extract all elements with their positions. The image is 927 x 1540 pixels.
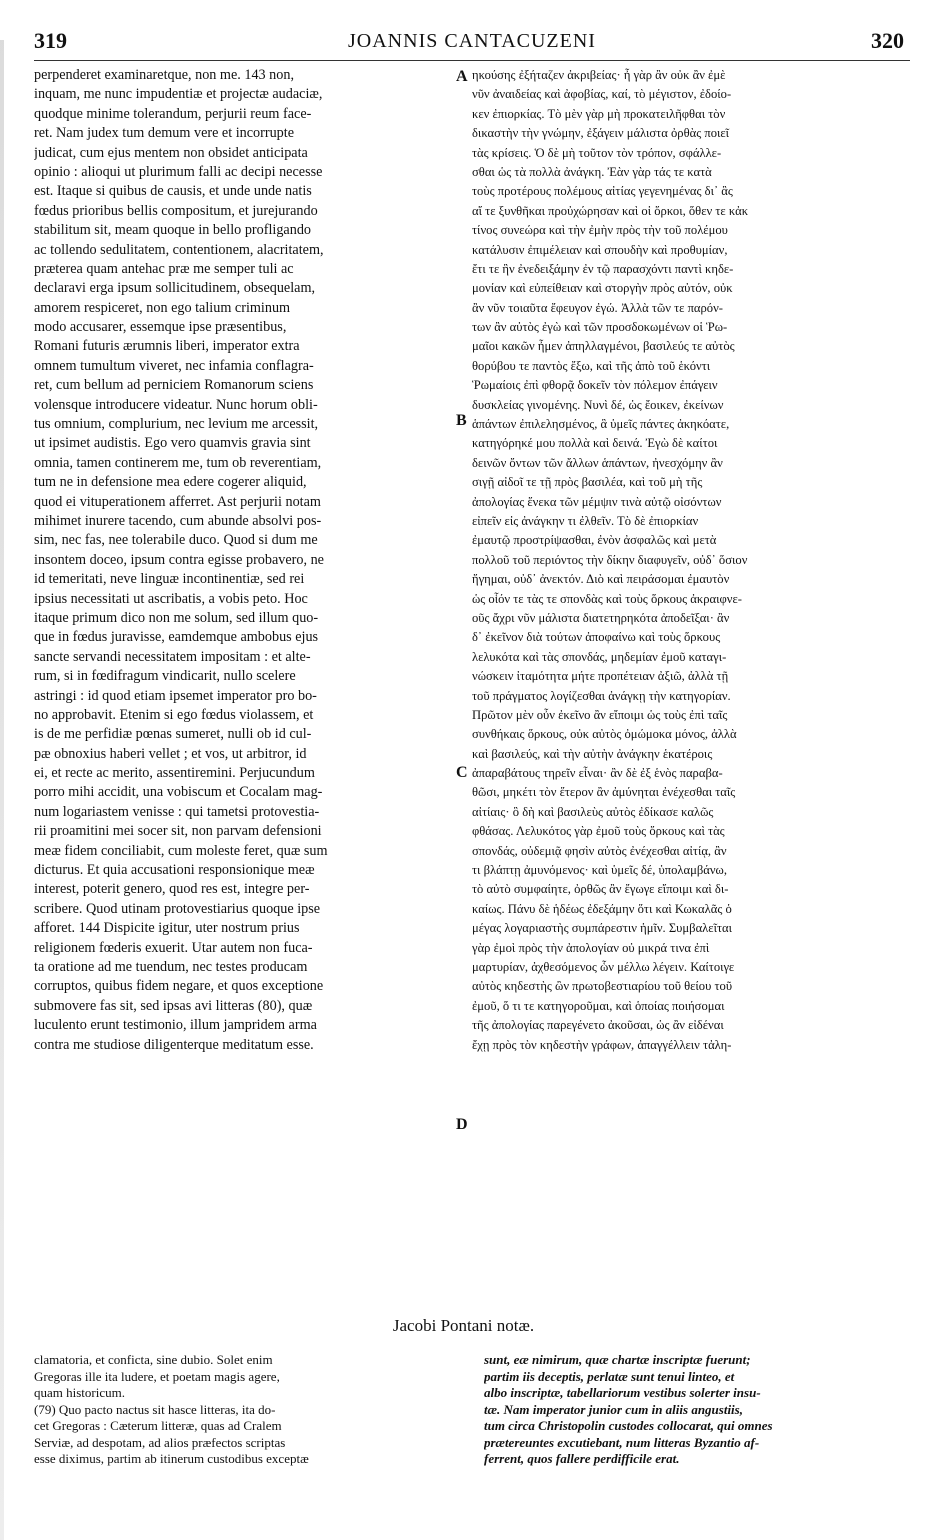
greek-line: τίνος συνεώρα καὶ τὴν ἐμὴν πρὸς τὴν τοῦ πολέμου [472,223,728,238]
greek-line: ὡς οἷόν τε τὰς τε σπονδὰς καὶ τοὺς ὅρκους ἀκραιφνε- [472,591,742,606]
greek-line: ἔτι τε ἣν ἐνεδειξάμην ἐν τῷ παρασχόντι παντὶ κηδε- [472,261,734,276]
latin-line: sim, nec fas, nee tolerabile duco. Quod si dum me [34,532,318,549]
greek-line: κεν ἐπιορκίας. Τὸ μὲν γὰρ μὴ προκατειλῆφθαι τὸν [472,106,726,121]
latin-line: sancte servandi necessitatem impositam : et alte- [34,648,311,665]
greek-line: εἰπεῖν εἰς ἀνάγκην τι ἐλθεῖν. Τὸ δὲ ἐπιορκίαν [472,513,699,528]
latin-line: porro mihi accidit, una vobiscum et Cocalam mag- [34,784,323,801]
latin-line: dicturus. Et quia accusationi responsionique meæ [34,862,315,879]
latin-text-column [34,66,454,1055]
latin-line: præterea quam antehac præ me semper tuli ac [34,260,294,277]
latin-line: mihimet inurere tacendo, cum abunde absolvi pos- [34,512,322,529]
latin-line: omnia, tamen continerem me, tum ob reverentiam, [34,454,322,471]
greek-line: αἵ τε ξυνθῆκαι προὐχώρησαν καὶ οἱ ὅρκοι, ὅθεν τε κἀκ [472,203,749,218]
latin-line: declaravi erga ipsum sollicitudinem, obsequelam, [34,280,316,297]
greek-line: λελυκότα καὶ τὰς σπονδάς, μηδεμίαν ἐμοῦ καταγι- [472,649,727,664]
latin-line: itaque primum dico non me solum, sed illum quo- [34,609,319,626]
latin-line: que in fœdus juravisse, eamdemque ambobus ejus [34,629,319,646]
latin-line: ipsius necessitati ut ascribatis, a vobis peto. Hoc [34,590,308,607]
left-page-number: 319 [34,28,67,53]
greek-line: τὰς κρίσεις. Ὁ δὲ μὴ τοῦτον τὸν τρόπον, σφάλλε- [472,145,722,160]
greek-line: σιγῇ αἰδοῖ τε τῇ πρὸς βασιλέα, καὶ τοῦ μὴ τῆς [472,475,703,490]
greek-line: μέγας λογαριαστὴς συμπάρεστιν ἡμῖν. Συμβαλεῖται [472,921,733,936]
greek-line: σθαι ὡς τὰ πολλὰ ἀνάγκη. Ἐὰν γὰρ τάς τε κατὰ [472,164,712,179]
greek-line: ἥγημαι, οὐδ᾽ ἀνεκτόν. Διὸ καὶ πειράσομαι ἐμαυτὸν [472,572,730,587]
greek-line: αὐτὸς κηδεστὴς ὢν πρωτοβεστιαρίου τοῦ θείου τοῦ [472,979,733,994]
right-page-number: 320 [871,28,904,53]
greek-line: δεινῶν ὄντων τῶν ἄλλων ἁπάντων, ἠνεσχόμην ἂν [472,455,723,470]
greek-line: ἀπολογίας ἕνεκα τῶν μέμψιν τινὰ αὐτῷ οἰσόντων [472,494,722,509]
greek-line: δ᾽ ἐκεῖνον διὰ τούτων ἀποφαίνω καὶ τοὺς ὅρκους [472,630,721,645]
greek-line: ἀπαραβάτους τηρεῖν εἶναι· ἂν δὲ ἐξ ἑνὸς παραβα- [472,766,723,781]
greek-line: θορύβου τε παντὸς ἔξω, καὶ τῆς ἀπὸ τοῦ ἑκόντι [472,358,711,373]
note-line: prætereuntes excutiebant, num litteras Byzantio af- [484,1434,760,1450]
note-line: clamatoria, et conficta, sine dubio. Solet enim [34,1352,273,1367]
latin-line: ret, cum bellum ad perniciem Romanorum sciens [34,377,314,394]
latin-line: ei, et recte ac merito, assentiremini. Perjucundum [34,765,315,782]
greek-line: ἐμοῦ, ὅ τι τε κατηγοροῦμαι, καὶ ὁποίας ποιήσομαι [472,998,725,1013]
latin-line: luculento erunt testimonio, illum jampridem arma [34,1017,317,1034]
greek-line: καίως. Πάνυ δὲ ἡδέως ἐδεξάμην ὅτι καὶ Κωκαλᾶς ὁ [472,901,732,916]
note-line: sunt, eæ nimirum, quæ chartæ inscriptæ fuerunt; [484,1352,751,1367]
greek-line: οῦς ἄχρι νῦν μάλιστα διατετηρηκότα ἀποδεῖξαι· ἂν [472,610,730,625]
notes-right-column [484,1352,904,1468]
greek-line: δικαστὴν τὴν γνώμην, ἐξάγειν μάλιστα ὀρθὰς ποιεῖ [472,126,730,141]
greek-line: τοὺς προτέρους πολέμους αἰτίας γεγενημένας δι᾽ ἃς [472,184,733,199]
latin-line: quodque minime tolerandum, perjurii reum face- [34,105,312,122]
greek-line: Πρῶτον μὲν οὖν ἐκεῖνο ἂν εἴποιμι ὡς τοὺς ἐπὶ ταῖς [472,707,728,722]
page-header [34,28,910,62]
latin-line: fœdus prioribus bellis compositum, et jurejurando [34,202,318,219]
greek-line: τοῦ πράγματος λογίζεσθαι ἀνάγκῃ τὴν κατηγορίαν. [472,688,731,703]
latin-line: contra me studiose diligenterque meditatum esse. [34,1036,314,1053]
greek-line: νῦν ἀναιδείας καὶ ἀφοβίας, καί, τὸ μέγιστον, ἐδοίο- [472,87,732,102]
greek-line: ἐμαυτῷ προστρίψασθαι, ἐνὸν ἀσφαλῶς καὶ μετὰ [472,533,717,548]
latin-line: astringi : id quod etiam ipsemet imperator pro bo- [34,687,317,704]
latin-line: num logariastem venisse : qui tametsi protovestia- [34,803,320,820]
latin-line: amorem respiceret, non ego talium criminum [34,299,291,316]
note-line: (79) Quo pacto nactus sit hasce litteras, ita do- [34,1401,276,1417]
running-title: JOANNIS CANTACUZENI [348,30,596,52]
greek-line: θῶσι, μηκέτι τὸν ἕτερον ἂν ἀμύνηται ἐνέχεσθαι ταῖς [472,785,736,800]
greek-line: αἰτίαις· ὃ δὴ καὶ βασιλεὺς αὐτὸς ἐδίκασε καλῶς [472,804,714,819]
note-line: Gregoras ille ita ludere, et poetam magis agere, [34,1368,280,1384]
latin-line: stabilitum sit, meam quoque in bello profligando [34,222,312,239]
latin-line: is de me perfidiæ pœnas sumeret, nulli ob id cul- [34,726,312,743]
greek-line: τῆς ἀπολογίας παρεγένετο ἀκοῦσαι, ὡς ἂν εἰδέναι [472,1018,724,1033]
header-rule [34,60,910,61]
note-line: esse diximus, partim ab itinerum custodibus exceptæ [34,1451,309,1466]
latin-line: insontem doceo, ipsum contra egisse probavero, ne [34,551,324,568]
greek-line: ἁπάντων ἐπιλελησμένος, ἃ ὑμεῖς πάντες ἀκηκόατε, [472,417,730,432]
note-line: partim iis deceptis, perlatæ sunt tenui linteo, et [484,1368,735,1384]
greek-line: δυσκλείας γινομένης. Νυνὶ δέ, ὡς ἔοικεν, ἐκείνων [472,397,724,412]
latin-line: pæ obnoxius haberi vellet ; et vos, ut arbitror, id [34,745,307,762]
latin-line: rii proamitini mei socer sit, non parvam defensioni [34,823,322,840]
margin-letter-d: D [456,1116,468,1133]
note-line: cet Gregoras : Cæterum litteræ, quas ad Cralem [34,1418,282,1433]
latin-line: interest, poterit genero, quod res est, integre per- [34,881,310,898]
margin-letter-a: A [456,68,468,85]
greek-line: καὶ βασιλεύς, καὶ τὴν αὐτὴν ἀνάγκην ἑκατέροις [472,746,713,761]
notes-heading: Jacobi Pontani notæ. [392,1316,535,1335]
notes-left-column [34,1352,474,1468]
latin-line: opinio : alioqui ut plurimum falli ac decipi necesse [34,163,323,180]
latin-line: est. Itaque si quibus de causis, et unde unde natis [34,183,312,200]
greek-line: ἂν νῦν τοιαῦτα ἔφευγον ἐγώ. Ἀλλὰ τῶν τε παρόν- [472,300,723,315]
latin-line: omnem tumultum viveret, nec infamia conflagra- [34,357,314,374]
note-line: Serviæ, ad despotam, ad alios præfectos scriptas [34,1434,286,1450]
greek-line: γὰρ ἐμοὶ πρὸς τὴν ἀπολογίαν οὐ μικρά τινα ἐπὶ [472,940,710,955]
latin-line: judicat, cum ejus mentem non obsidet anticipata [34,144,308,161]
latin-line: id temeritati, neve linguæ incontinentiæ, sed rei [34,571,305,588]
greek-text-column [472,66,912,1055]
margin-letter-c: C [456,764,468,781]
latin-line: ret. Nam judex tum demum vere et incorrupte [34,125,295,142]
greek-line: ηκούσης ἐξήταζεν ἀκριβείας· ἦ γὰρ ἂν οὐκ ἂν ἐμὲ [472,68,726,82]
latin-line: religionem fœderis exuerit. Utar autem non fuca- [34,939,313,956]
latin-line: ac tollendo sedulitatem, contentionem, alacritatem, [34,241,324,258]
latin-line: volensque introducere videatur. Nunc horum obli- [34,396,318,413]
greek-line: κατηγόρηκέ μου πολλὰ καὶ δεινά. Ἐγὼ δὲ καίτοι [472,436,718,451]
note-line: quam historicum. [34,1385,125,1400]
greek-line: τι βλάπτῃ ἀμυνόμενος· καὶ ὑμεῖς δέ, ὑπολαμβάνω, [472,863,727,878]
latin-line: tum ne in defensione mea edere cogerer aliquid, [34,474,307,491]
latin-line: Romani futuris ærumnis liberi, imperator extra [34,338,300,355]
greek-line: μαρτυρίαν, ἀχθεσόμενος ὧν μέλλω λέγειν. Καίτοιγε [472,959,735,974]
note-line: tæ. Nam imperator junior cum in aliis angustiis, [484,1401,743,1417]
latin-line: rum, si in fœdifragum vindicarit, nullo scelere [34,668,296,685]
greek-line: σπονδάς, οὐδεμιᾷ φησὶν αὐτὸς ἐνέχεσθαι αἰτίᾳ, ἂν [472,843,727,858]
greek-line: κατάλυσιν ἐπιμέλειαν καὶ σπουδὴν καὶ προθυμίαν, [472,242,728,257]
latin-line: corruptos, quibus fidem negare, et quos exceptione [34,978,324,995]
latin-line: afforet. 144 Dispicite igitur, uter nostrum prius [34,920,300,937]
margin-letter-b: B [456,412,467,429]
note-line: ferrent, quos fallere perdifficile erat. [484,1451,680,1466]
latin-line: scribere. Quod utinam protovestiarius quoque ipse [34,900,321,917]
greek-line: συνθήκαις ὅρκους, οὐκ αὐτὸς ὀμώμοκα μόνος, ἀλλὰ [472,727,737,742]
latin-line: quod ei vituperationem afferret. Ast perjurii notam [34,493,321,510]
greek-line: φθάσας. Λελυκότος γὰρ ἐμοῦ τοὺς ὅρκους καὶ τὰς [472,824,725,839]
greek-line: Ῥωμαίοις ἐπὶ φθορᾷ δοκεῖν τὸν πόλεμον ἐπάγειν [472,378,718,393]
latin-line: meæ fidem conciliabit, cum moleste feret, quæ sum [34,842,328,859]
page-fold-shadow [0,40,4,1540]
latin-line: no approbavit. Etenim si ego fœdus violassem, et [34,706,314,723]
greek-line: πολλοῦ τοῦ περιόντος τὴν δίκην διαφυγεῖν, οὐδ᾽ ὅσιον [472,552,748,567]
latin-line: ut ipsimet audistis. Ego vero quamvis gravia sint [34,435,311,452]
latin-line: tus omnium, complurium, nec levium me arcessit, [34,416,319,433]
latin-line: ta oratione ad me tuendum, nec testes producam [34,958,308,975]
greek-line: μονίαν καὶ εὐπείθειαν καὶ στοργὴν πρὸς αὐτόν, οὐκ [472,281,733,296]
latin-line: modo accusarer, essemque ipse præsentibus, [34,319,287,336]
greek-line: ἔχῃ πρὸς τὸν κηδεστὴν γράφων, ἀπαγγέλλειν τἀλη- [472,1037,732,1052]
latin-line: inquam, me nunc impudentiæ et projectæ audaciæ, [34,86,323,103]
note-line: albo inscriptæ, tabellariorum vestibus solerter insu- [484,1385,761,1400]
greek-line: τὸ αὐτὸ συμφαίητε, ὀρθῶς ἂν ἔγωγε εἴποιμι καὶ δι- [472,882,729,897]
greek-line: νώσκειν ἰταμότητα μήτε προπέτειαν ἀξιῶ, ἀλλὰ τῇ [472,669,729,684]
note-line: tum circa Christopolin custodes collocarat, qui omnes [484,1418,773,1433]
greek-line: των ἂν αὐτὸς ἐγὼ καὶ τῶν προσδοκωμένων οἱ Ῥω- [472,320,728,335]
greek-line: μαῖοι κακῶν ἦμεν ἀπηλλαγμένοι, βασιλεύς τε αὐτὸς [472,339,735,354]
latin-line: perpenderet examinaretque, non me. 143 non, [34,67,295,83]
latin-line: submovere fas sit, sed ipsas avi litteras (80), quæ [34,997,313,1014]
